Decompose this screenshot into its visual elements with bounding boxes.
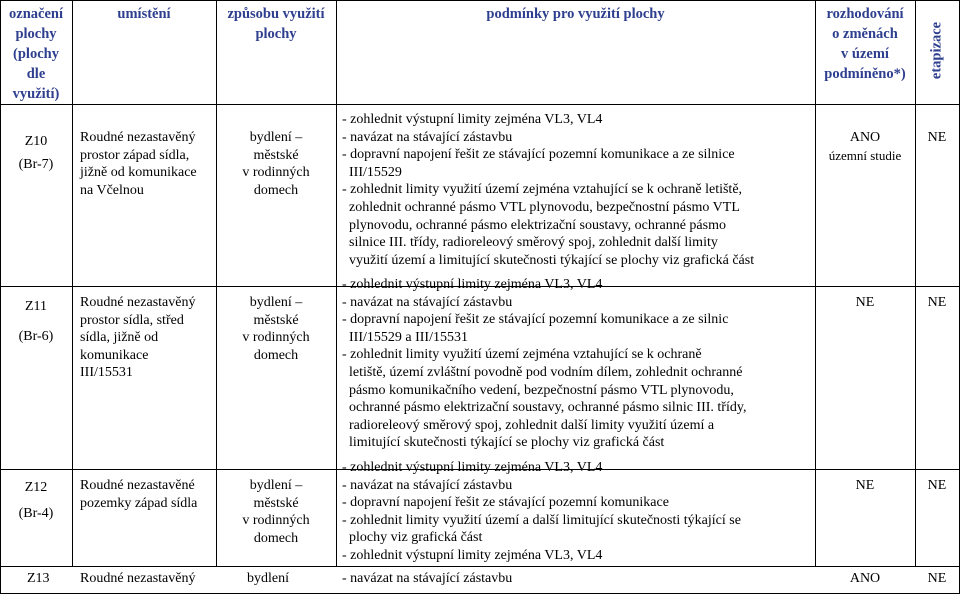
usage-line: v rodinných bbox=[242, 330, 310, 345]
usage-line: městské bbox=[253, 312, 299, 328]
usage-line: městské bbox=[253, 147, 299, 163]
header-text: o změnách bbox=[832, 26, 898, 42]
location-line: pozemky západ sídla bbox=[80, 495, 198, 511]
condition-line: letiště, území zvláštní povodně pod vodním dílem, zohlednit ochranné bbox=[342, 364, 743, 380]
header-usage bbox=[216, 4, 336, 44]
row-id-cell bbox=[0, 130, 72, 176]
header-text: plochy bbox=[15, 26, 57, 42]
conditions-cell bbox=[340, 276, 748, 452]
location-cell bbox=[78, 129, 199, 199]
decision-note: územní studie bbox=[828, 147, 902, 163]
header-bottom-border bbox=[0, 104, 960, 105]
usage-line: v rodinných bbox=[242, 513, 310, 528]
condition-line: - navázat na stávající zástavbu bbox=[342, 477, 513, 493]
decision-cell bbox=[815, 477, 915, 495]
header-text: využití) bbox=[12, 86, 60, 102]
header-decision bbox=[815, 4, 915, 84]
header-text: v území bbox=[841, 46, 889, 62]
condition-line: zohlednit ochranné pásmo VTL plynovodu, bezpečnostní pásmo VTL bbox=[342, 199, 740, 215]
row-code: (Br-4) bbox=[18, 506, 54, 521]
header-text: označení bbox=[9, 6, 63, 22]
location-cell bbox=[78, 477, 199, 512]
condition-line: - navázat na stávající zástavbu bbox=[342, 129, 513, 145]
stage-cell: NE bbox=[927, 130, 947, 145]
decision-value: ANO bbox=[849, 571, 881, 586]
location-line: na Včelnou bbox=[80, 182, 144, 198]
row-id: Z13 bbox=[27, 571, 50, 586]
row-code: (Br-6) bbox=[18, 329, 54, 344]
decision-value: NE bbox=[855, 295, 875, 310]
usage-line: domech bbox=[253, 347, 299, 363]
decision-cell bbox=[815, 294, 915, 312]
usage-line: městské bbox=[253, 495, 299, 511]
usage-line: domech bbox=[253, 182, 299, 198]
condition-line: - zohlednit výstupní limity zejména VL3, VL4 bbox=[342, 547, 603, 563]
usage-line: bydlení – bbox=[249, 130, 303, 145]
stage-cell: NE bbox=[927, 295, 947, 310]
condition-line: - zohlednit limity využití území zejména vztahující se k ochraně bbox=[342, 347, 702, 363]
usage-line: bydlení bbox=[247, 571, 289, 586]
row-id: Z10 bbox=[24, 134, 48, 149]
header-text: rozhodování bbox=[826, 6, 904, 22]
usage-line: domech bbox=[253, 530, 299, 546]
condition-line: - zohlednit výstupní limity zejména VL3, VL4 bbox=[342, 460, 603, 475]
location-line: jižně od komunikace bbox=[80, 165, 197, 180]
decision-value: NE bbox=[855, 478, 875, 493]
row-id: Z12 bbox=[24, 480, 48, 495]
usage-cell bbox=[216, 294, 336, 364]
stage-cell: NE bbox=[927, 571, 947, 586]
usage-cell bbox=[216, 129, 336, 199]
condition-line: limitující skutečnosti týkající se plochy viz grafická část bbox=[342, 435, 665, 451]
condition-line: radioreleový směrový spoj, zohlednit další limity využití území a bbox=[342, 417, 715, 433]
header-text: dle bbox=[26, 66, 46, 82]
row-code: (Br-7) bbox=[18, 157, 54, 172]
header-text: plochy bbox=[255, 26, 297, 42]
header-text: umístění bbox=[117, 6, 171, 22]
row-id: Z11 bbox=[24, 299, 48, 314]
condition-line: III/15529 bbox=[342, 164, 402, 180]
condition-line: plochy viz grafická část bbox=[342, 530, 483, 546]
header-staging: etapizace bbox=[928, 21, 945, 80]
header-text: (plochy bbox=[13, 46, 59, 62]
decision-value: ANO bbox=[849, 130, 881, 145]
condition-line: III/15529 a III/15531 bbox=[342, 329, 468, 345]
usage-line: bydlení – bbox=[249, 478, 303, 493]
condition-line: využití území a limitující skutečnosti týkající se plochy viz grafická část bbox=[342, 252, 755, 268]
condition-line: - navázat na stávající zástavbu bbox=[342, 294, 513, 310]
table-top-border bbox=[0, 0, 960, 1]
stage-cell: NE bbox=[927, 478, 947, 493]
condition-line: pásmo komunikačního vedení, bezpečnostní pásmo VTL plynovodu, bbox=[342, 382, 734, 398]
location-line: Roudné nezastavěný bbox=[80, 295, 196, 310]
condition-line: - zohlednit limity využití území a další limitující skutečnosti týkající se bbox=[342, 512, 741, 528]
condition-line: ochranné pásmo elektrizační soustavy, ochranné pásmo silnic III. třídy, bbox=[342, 400, 747, 416]
location-line: Roudné nezastavěný bbox=[80, 130, 196, 145]
decision-cell bbox=[815, 129, 915, 164]
location-line: komunikace bbox=[80, 347, 149, 363]
header-text: podmíněno*) bbox=[824, 66, 906, 82]
col-border bbox=[336, 0, 337, 566]
condition-line: - dopravní napojení řešit ze stávající pozemní komunikace a ze silnic bbox=[342, 312, 729, 328]
condition-line: - zohlednit výstupní limity zejména VL3, VL4 bbox=[342, 277, 603, 292]
row-id-cell bbox=[0, 292, 72, 352]
condition-line: - dopravní napojení řešit ze stávající pozemní komunikace bbox=[342, 495, 669, 511]
header-conditions bbox=[336, 4, 815, 24]
conditions-cell bbox=[340, 111, 756, 269]
location-line: III/15531 bbox=[80, 365, 133, 380]
usage-line: v rodinných bbox=[242, 165, 310, 180]
location-line: sídla, jižně od bbox=[80, 330, 159, 345]
header-location bbox=[72, 4, 216, 24]
location-line: Roudné nezastavěný bbox=[80, 571, 196, 586]
header-text: podmínky pro využití plochy bbox=[486, 6, 665, 22]
row-id-cell bbox=[0, 475, 72, 527]
condition-line: - dopravní napojení řešit ze stávající pozemní komunikace a ze silnice bbox=[342, 147, 735, 163]
header-text: způsobu využití bbox=[227, 6, 325, 22]
condition-line: silnice III. třídy, radioreleový směrový spoj, zohlednit další limity bbox=[342, 235, 718, 251]
location-line: prostor sídla, střed bbox=[80, 312, 184, 328]
header-designation bbox=[0, 4, 72, 104]
location-line: Roudné nezastavěné bbox=[80, 478, 195, 493]
conditions-cell bbox=[340, 459, 743, 565]
condition-line: - zohlednit výstupní limity zejména VL3, VL4 bbox=[342, 112, 603, 127]
col-border bbox=[72, 0, 73, 566]
location-line: prostor západ sídla, bbox=[80, 147, 190, 163]
location-cell bbox=[78, 294, 197, 382]
condition-line: plynovodu, ochranné pásmo elektrizační soustavy, ochranné pásmo bbox=[342, 217, 726, 233]
condition-line: - zohlednit limity využití území zejména vztahující se k ochraně letiště, bbox=[342, 182, 743, 198]
usage-cell bbox=[216, 477, 336, 547]
row-divider bbox=[0, 566, 960, 567]
condition-line: - navázat na stávající zástavbu bbox=[342, 571, 513, 586]
usage-line: bydlení – bbox=[249, 295, 303, 310]
